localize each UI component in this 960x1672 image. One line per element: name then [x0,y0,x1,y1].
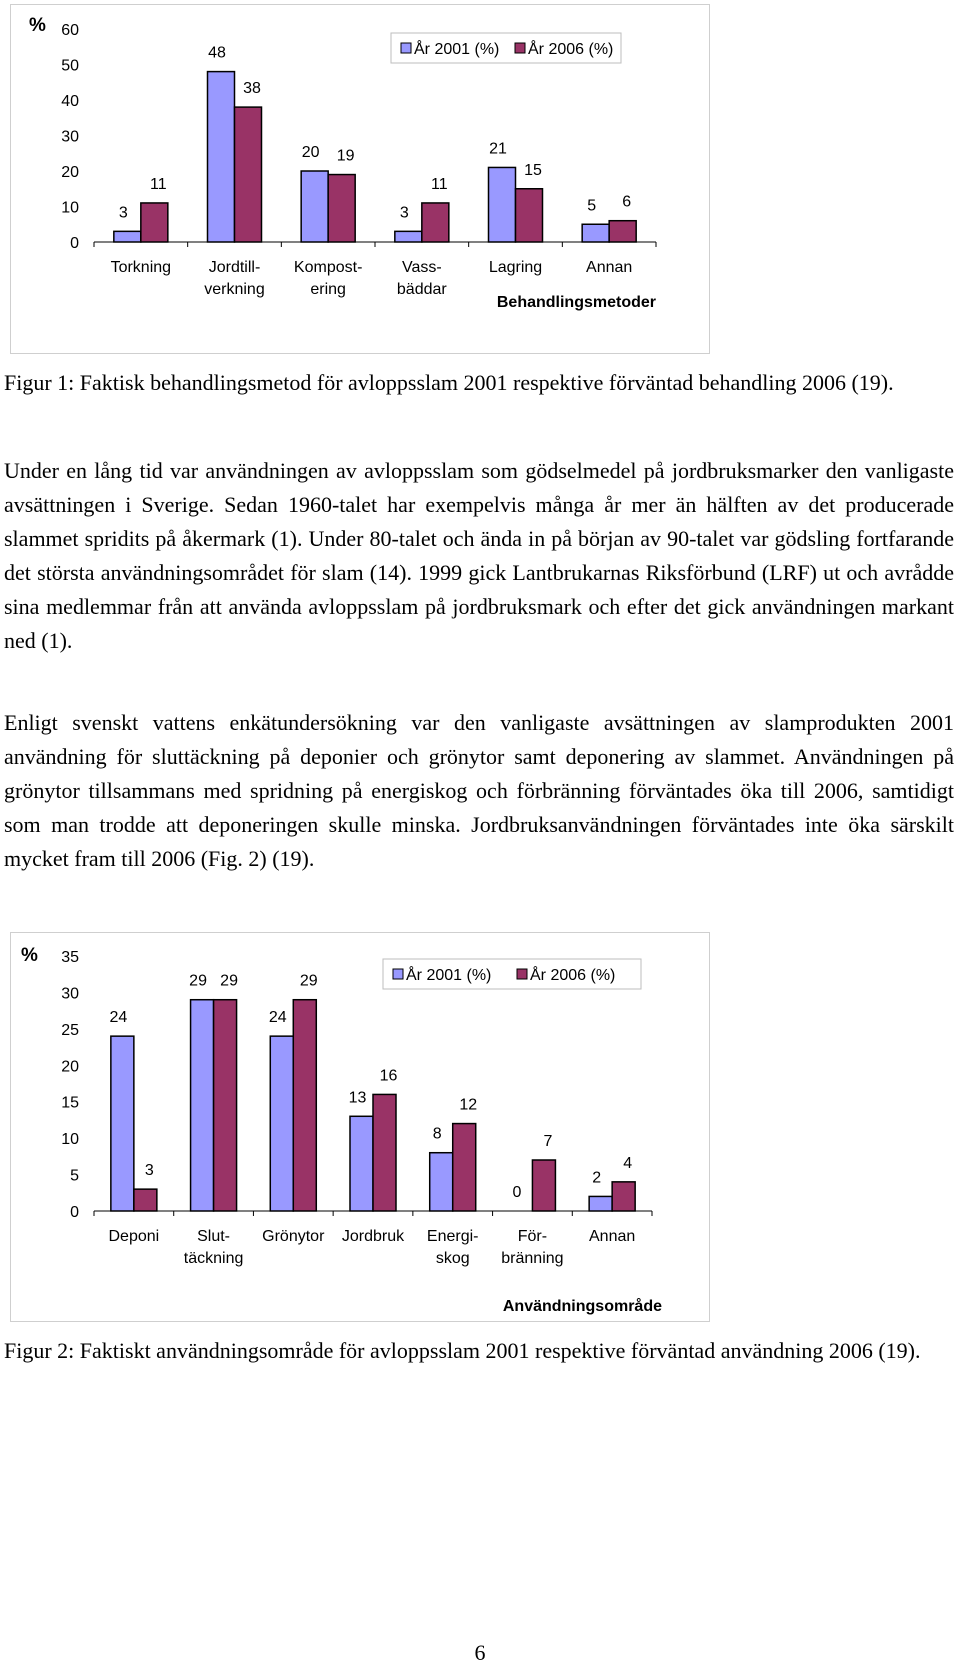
category-label: Vass- [401,259,442,276]
data-label: 3 [118,204,128,222]
y-tick-label: 5 [70,1167,79,1185]
bar-2006 [612,1182,635,1211]
data-label: 21 [489,140,507,158]
x-axis-title: Användningsområde [502,1298,662,1315]
data-label: 48 [208,44,226,62]
bar-2001 [191,1000,214,1211]
data-label: 11 [150,175,167,193]
category-label: Annan [586,259,633,276]
legend-label-2001: År 2001 (%) [414,41,500,58]
bar-2001 [114,231,141,242]
bar-2006 [141,203,168,242]
data-label: 24 [268,1009,287,1027]
bar-2001 [111,1036,134,1211]
bar-2006 [532,1160,555,1211]
data-label: 20 [301,144,320,161]
legend-swatch-2006 [515,43,525,53]
bar-2006 [235,107,262,242]
data-label: 16 [379,1067,398,1085]
y-tick-label: 60 [61,22,79,39]
body-paragraph-1: Under en lång tid var användningen av avloppsslam som gödselmedel på jordbruksmarker den vanligaste avsättningen i Sverige. Sedan 1960-talet har exempelvis många år mer än hälften av det producerade slammet spridits på åkermark (1). Under 80-talet och ända in på början av 90-talet var gödsling fortfarande det största användningsområdet för slam (14). 1999 gick Lantbrukarnas Riksförbund (LRF) ut och avrådde sina medlemmar från att använda avloppsslam på jordbruksmark och efter det gick användningen markant ned (1). [4,458,954,653]
bar-2001 [350,1116,373,1211]
data-label: 5 [587,197,597,215]
data-label: 12 [459,1096,478,1114]
bar-2001 [430,1153,453,1211]
body-paragraph-2: Enligt svenskt vattens enkätundersökning var den vanligaste avsättningen av slamprodukten 2001 användning för sluttäckning på deponier och grönytor samt deponering av slammet. Användningen på grönytor tillsammans med spridning på energiskog och förbränning förväntades öka till 2006, samtidigt som man trodde att deponeringen skulle minska. Jordbruksanvändningen förväntades inte öka särskilt mycket fram till 2006 (Fig. 2) (19). [4,710,954,871]
category-label: Grönytor [262,1228,325,1245]
figure-1-chart [10,4,710,354]
bar-2001 [208,72,235,242]
bar-2006 [328,175,355,242]
bar-2001 [395,231,422,242]
bar-2006 [293,1000,316,1211]
legend-swatch-2001 [393,969,403,979]
bar-2006 [516,189,543,242]
data-label: 0 [512,1184,522,1201]
y-tick-label: 40 [61,93,79,110]
category-label: Jordbruk [341,1228,405,1245]
data-label: 7 [543,1133,553,1150]
bar-2001 [301,171,328,242]
y-tick-label: 30 [61,985,79,1003]
legend-swatch-2006 [517,969,527,979]
data-label: 6 [622,193,632,211]
data-label: 29 [189,972,207,990]
bar-2006 [134,1189,157,1211]
x-axis-title: Behandlingsmetoder [496,294,656,311]
y-tick-label: 30 [61,128,79,146]
y-tick-label: 25 [61,1021,79,1039]
data-label: 8 [432,1125,442,1143]
category-label: Annan [589,1228,636,1245]
data-label: 19 [336,147,355,165]
category-label: ering [310,281,346,298]
legend-label-2001: År 2001 (%) [406,967,492,984]
bar-2001 [270,1036,293,1211]
category-label: Kompost- [293,259,363,276]
data-label: 4 [623,1154,633,1172]
data-label: 29 [299,972,318,990]
data-label: 2 [592,1169,602,1187]
figure-1-svg [11,5,711,355]
y-tick-label: 50 [61,57,79,75]
figure-2-svg [11,933,711,1323]
y-tick-label: 0 [70,235,79,252]
category-label: verkning [204,281,265,298]
category-label: Torkning [110,259,172,276]
bar-2006 [453,1124,476,1211]
data-label: 29 [220,972,238,990]
page-number: 6 [474,1640,486,1665]
bar-2006 [609,221,636,242]
bar-2001 [489,167,516,242]
category-label: Slut- [197,1228,231,1245]
category-label: För- [517,1228,548,1245]
figure-1-caption: Figur 1: Faktisk behandlingsmetod för avloppsslam 2001 respektive förväntad behandling 2006 (19). [4,370,894,395]
y-unit-label: % [21,945,38,966]
y-tick-label: 20 [61,164,79,181]
bar-2001 [589,1196,612,1211]
category-label: täckning [183,1250,244,1267]
category-label: Lagring [488,259,543,276]
data-label: 24 [109,1009,128,1027]
y-unit-label: % [29,15,46,36]
category-label: Deponi [108,1228,160,1245]
category-label: Energi- [426,1228,479,1245]
y-tick-label: 10 [61,199,79,217]
data-label: 38 [243,80,261,98]
data-label: 3 [399,204,409,222]
y-tick-label: 10 [61,1131,79,1149]
bar-2006 [373,1094,396,1211]
category-label: bränning [501,1250,564,1267]
legend-swatch-2001 [401,43,411,53]
legend-label-2006: År 2006 (%) [528,41,614,58]
y-tick-label: 0 [70,1204,79,1221]
figure-2-chart [10,932,710,1322]
data-label: 11 [431,175,448,193]
y-tick-label: 15 [61,1094,79,1112]
category-label: Jordtill- [208,259,261,276]
y-tick-label: 35 [61,949,79,966]
data-label: 15 [524,161,542,179]
bar-2006 [422,203,449,242]
category-label: bäddar [396,281,447,298]
category-label: skog [435,1250,470,1267]
y-tick-label: 20 [61,1058,79,1076]
figure-2-caption: Figur 2: Faktiskt användningsområde för avloppsslam 2001 respektive förväntad användning 2006 (19). [4,1338,921,1363]
data-label: 13 [348,1089,367,1107]
legend-label-2006: År 2006 (%) [530,967,616,984]
bar-2001 [582,224,609,242]
bar-2006 [214,1000,237,1211]
data-label: 3 [144,1162,154,1180]
